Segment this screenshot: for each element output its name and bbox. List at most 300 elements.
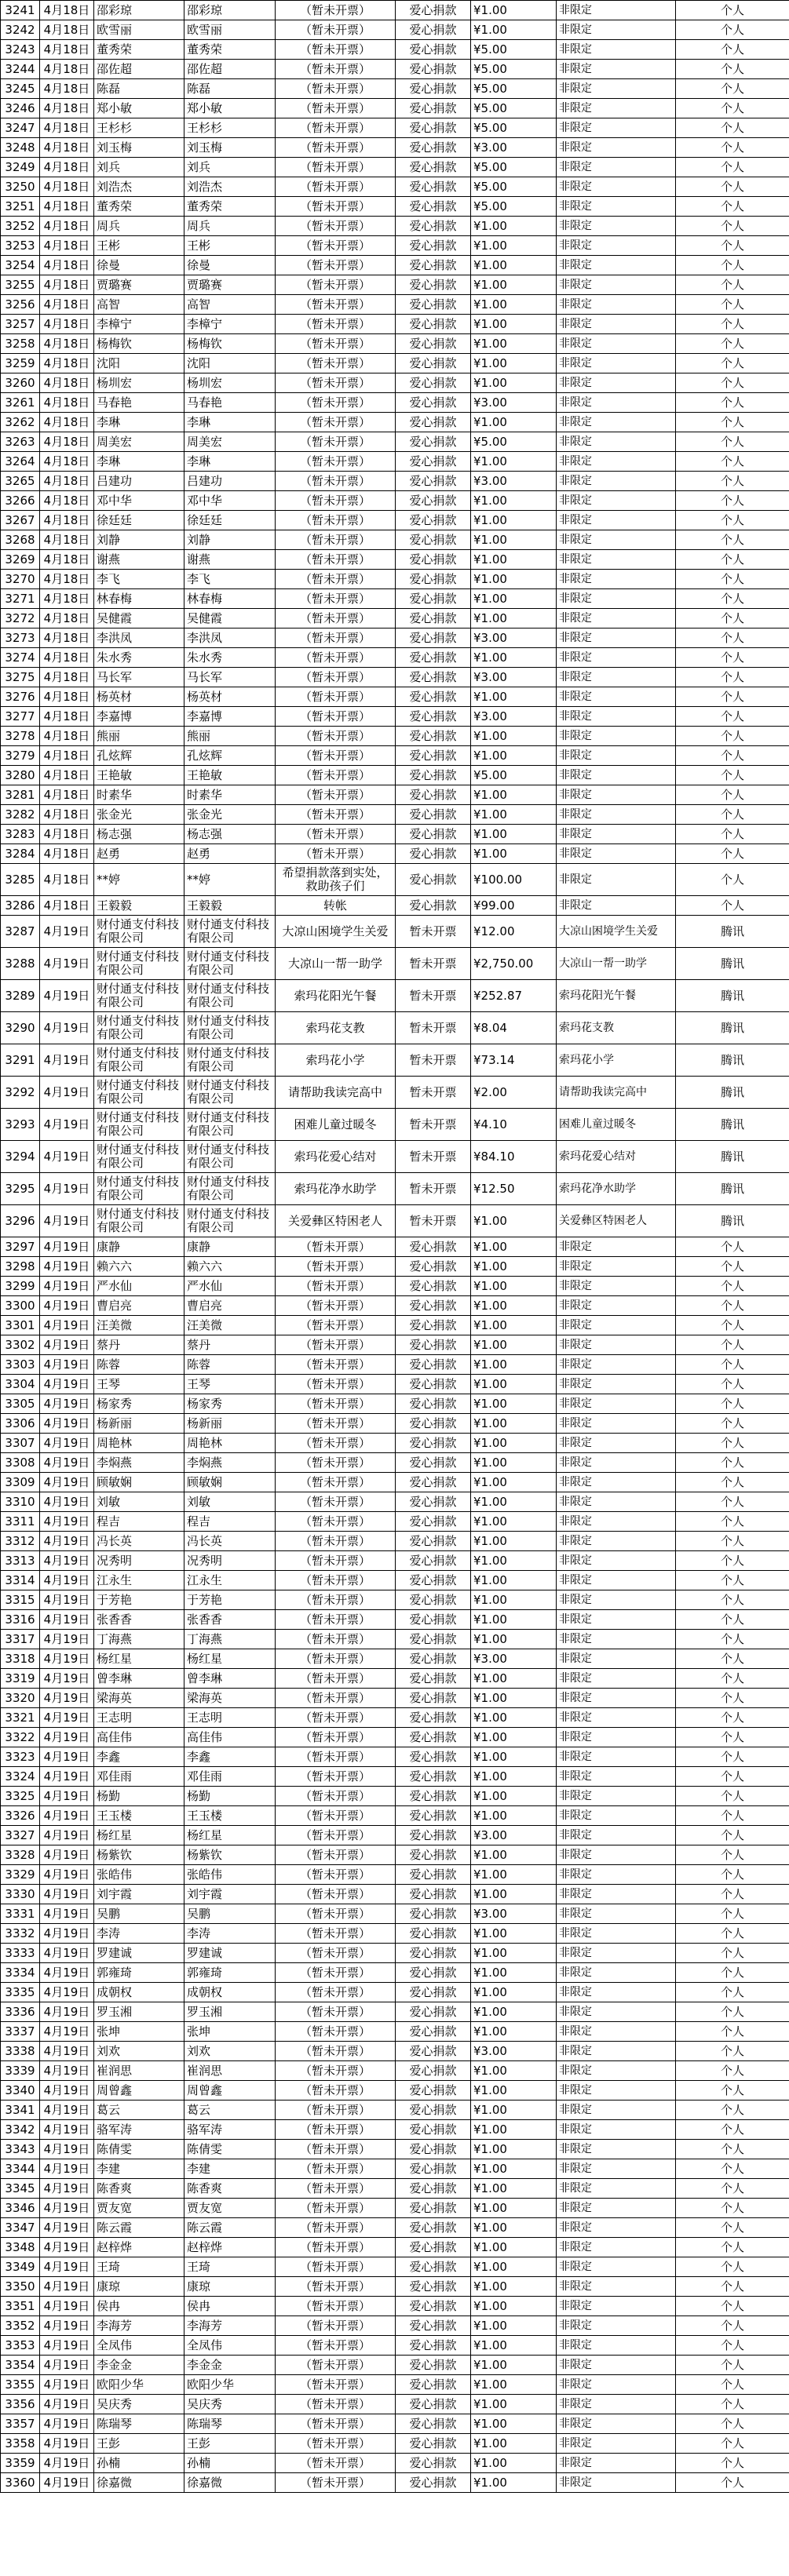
- record-id-cell: 3351: [1, 2297, 40, 2316]
- payer-name-cell: 李海芳: [184, 2316, 276, 2336]
- payer-name-cell: 张香香: [184, 1610, 276, 1630]
- record-id-cell: 3344: [1, 2159, 40, 2179]
- invoice-status-cell: （暂未开票）: [276, 2454, 396, 2473]
- record-id-cell: 3298: [1, 1257, 40, 1277]
- donor-category-cell: 个人: [676, 609, 789, 629]
- donor-category-cell: 个人: [676, 373, 789, 393]
- donor-category-cell: 个人: [676, 1826, 789, 1845]
- donor-category-cell: 个人: [676, 1669, 789, 1689]
- donation-type-cell: 爱心捐款: [396, 648, 471, 668]
- donor-name-cell: 贾友宽: [94, 2199, 184, 2218]
- amount-cell: ¥73.14: [471, 1044, 557, 1077]
- table-row: [1, 1141, 789, 1173]
- donor-category-cell: 个人: [676, 1944, 789, 1963]
- donor-category-cell: 个人: [676, 1532, 789, 1551]
- donor-category-cell: 个人: [676, 648, 789, 668]
- date-cell: 4月19日: [40, 1885, 94, 1904]
- amount-cell: ¥1.00: [471, 1963, 557, 1983]
- donor-category-cell: 个人: [676, 1375, 789, 1394]
- donor-category-cell: 个人: [676, 295, 789, 315]
- table-row: [1, 1237, 789, 1257]
- payer-name-cell: 陈蓉: [184, 1355, 276, 1375]
- date-cell: 4月19日: [40, 1453, 94, 1473]
- invoice-status-cell: （暂未开票）: [276, 805, 396, 825]
- donor-name-cell: 王琴: [94, 1375, 184, 1394]
- date-cell: 4月18日: [40, 805, 94, 825]
- donor-name-cell: 周兵: [94, 217, 184, 236]
- date-cell: 4月19日: [40, 1649, 94, 1669]
- date-cell: 4月18日: [40, 844, 94, 864]
- amount-cell: ¥8.04: [471, 1012, 557, 1044]
- donor-category-cell: 个人: [676, 2434, 789, 2454]
- invoice-status-cell: （暂未开票）: [276, 1571, 396, 1590]
- amount-cell: ¥1.00: [471, 2316, 557, 2336]
- amount-cell: ¥1.00: [471, 1257, 557, 1277]
- table-row: [1, 40, 789, 60]
- donor-name-cell: 郑小敏: [94, 99, 184, 118]
- invoice-status-cell: （暂未开票）: [276, 2159, 396, 2179]
- donor-name-cell: 刘浩杰: [94, 177, 184, 197]
- donor-name-cell: 高智: [94, 295, 184, 315]
- amount-cell: ¥1.00: [471, 2061, 557, 2081]
- record-id-cell: 3310: [1, 1492, 40, 1512]
- table-row: [1, 138, 789, 158]
- table-row: [1, 1109, 789, 1141]
- payer-name-cell: 林春梅: [184, 589, 276, 609]
- invoice-status-cell: （暂未开票）: [276, 2140, 396, 2159]
- amount-cell: ¥1.00: [471, 2081, 557, 2101]
- donor-category-cell: 个人: [676, 256, 789, 275]
- payer-name-cell: 李鑫: [184, 1747, 276, 1767]
- amount-cell: ¥1.00: [471, 2395, 557, 2414]
- donation-type-cell: 爱心捐款: [396, 2218, 471, 2238]
- donor-category-cell: 个人: [676, 138, 789, 158]
- donation-type-cell: 暂未开票: [396, 1077, 471, 1109]
- record-id-cell: 3338: [1, 2042, 40, 2061]
- donor-category-cell: 个人: [676, 472, 789, 491]
- payer-name-cell: 罗建诚: [184, 1944, 276, 1963]
- amount-cell: ¥100.00: [471, 864, 557, 896]
- record-id-cell: 3249: [1, 158, 40, 177]
- donation-type-cell: 爱心捐款: [396, 256, 471, 275]
- payer-name-cell: 杨勤: [184, 1787, 276, 1806]
- payer-name-cell: 杨紫钦: [184, 1845, 276, 1865]
- record-id-cell: 3279: [1, 746, 40, 766]
- date-cell: 4月19日: [40, 2356, 94, 2375]
- donor-category-cell: 个人: [676, 2395, 789, 2414]
- record-id-cell: 3340: [1, 2081, 40, 2101]
- donation-type-cell: 暂未开票: [396, 916, 471, 948]
- project-cell: 索玛花净水助学: [557, 1173, 676, 1205]
- project-cell: 非限定: [557, 2042, 676, 2061]
- payer-name-cell: 程吉: [184, 1512, 276, 1532]
- amount-cell: ¥1.00: [471, 1205, 557, 1237]
- record-id-cell: 3308: [1, 1453, 40, 1473]
- donation-type-cell: 爱心捐款: [396, 393, 471, 413]
- table-row: [1, 1492, 789, 1512]
- project-cell: 非限定: [557, 1767, 676, 1787]
- date-cell: 4月18日: [40, 393, 94, 413]
- invoice-status-cell: （暂未开票）: [276, 629, 396, 648]
- project-cell: 非限定: [557, 2395, 676, 2414]
- record-id-cell: 3278: [1, 727, 40, 746]
- date-cell: 4月19日: [40, 2414, 94, 2434]
- amount-cell: ¥3.00: [471, 1904, 557, 1924]
- amount-cell: ¥1.00: [471, 373, 557, 393]
- invoice-status-cell: （暂未开票）: [276, 2336, 396, 2356]
- date-cell: 4月19日: [40, 1747, 94, 1767]
- donor-name-cell: 张金光: [94, 805, 184, 825]
- amount-cell: ¥1.00: [471, 1492, 557, 1512]
- amount-cell: ¥1.00: [471, 1551, 557, 1571]
- payer-name-cell: 王玉楼: [184, 1806, 276, 1826]
- invoice-status-cell: （暂未开票）: [276, 1787, 396, 1806]
- amount-cell: ¥1.00: [471, 1787, 557, 1806]
- donor-name-cell: 李樟宁: [94, 315, 184, 334]
- amount-cell: ¥1.00: [471, 609, 557, 629]
- donation-type-cell: 爱心捐款: [396, 1277, 471, 1296]
- donor-category-cell: 个人: [676, 1649, 789, 1669]
- project-cell: 非限定: [557, 1787, 676, 1806]
- donor-name-cell: 江永生: [94, 1571, 184, 1590]
- invoice-status-cell: （暂未开票）: [276, 217, 396, 236]
- table-row: [1, 413, 789, 432]
- invoice-status-cell: （暂未开票）: [276, 2257, 396, 2277]
- date-cell: 4月19日: [40, 1394, 94, 1414]
- project-cell: 非限定: [557, 1963, 676, 1983]
- invoice-status-cell: （暂未开票）: [276, 1649, 396, 1669]
- table-row: [1, 1904, 789, 1924]
- record-id-cell: 3282: [1, 805, 40, 825]
- date-cell: 4月18日: [40, 864, 94, 896]
- payer-name-cell: 周艳林: [184, 1434, 276, 1453]
- project-cell: 非限定: [557, 530, 676, 550]
- donation-type-cell: 爱心捐款: [396, 158, 471, 177]
- project-cell: 非限定: [557, 1, 676, 20]
- project-cell: 非限定: [557, 1806, 676, 1826]
- donor-category-cell: 个人: [676, 805, 789, 825]
- project-cell: 非限定: [557, 177, 676, 197]
- donation-type-cell: 爱心捐款: [396, 373, 471, 393]
- donation-type-cell: 暂未开票: [396, 948, 471, 980]
- invoice-status-cell: （暂未开票）: [276, 2022, 396, 2042]
- payer-name-cell: 罗玉湘: [184, 2002, 276, 2022]
- donor-name-cell: 财付通支付科技有限公司: [94, 948, 184, 980]
- table-body: [1, 1, 789, 2493]
- record-id-cell: 3296: [1, 1205, 40, 1237]
- project-cell: 非限定: [557, 2061, 676, 2081]
- amount-cell: ¥1.00: [471, 413, 557, 432]
- invoice-status-cell: （暂未开票）: [276, 236, 396, 256]
- table-row: [1, 589, 789, 609]
- amount-cell: ¥5.00: [471, 60, 557, 79]
- invoice-status-cell: （暂未开票）: [276, 746, 396, 766]
- invoice-status-cell: （暂未开票）: [276, 1826, 396, 1845]
- project-cell: 困难儿童过暖冬: [557, 1109, 676, 1141]
- payer-name-cell: 吴庆秀: [184, 2395, 276, 2414]
- table-row: [1, 1767, 789, 1787]
- project-cell: 非限定: [557, 864, 676, 896]
- donation-type-cell: 暂未开票: [396, 980, 471, 1012]
- project-cell: 非限定: [557, 2101, 676, 2120]
- donor-category-cell: 个人: [676, 118, 789, 138]
- date-cell: 4月18日: [40, 530, 94, 550]
- amount-cell: ¥1.00: [471, 1845, 557, 1865]
- table-row: [1, 491, 789, 511]
- donation-type-cell: 爱心捐款: [396, 2257, 471, 2277]
- record-id-cell: 3277: [1, 707, 40, 727]
- invoice-status-cell: （暂未开票）: [276, 1, 396, 20]
- table-row: [1, 727, 789, 746]
- payer-name-cell: 赵勇: [184, 844, 276, 864]
- donation-type-cell: 爱心捐款: [396, 491, 471, 511]
- payer-name-cell: 况秀明: [184, 1551, 276, 1571]
- date-cell: 4月18日: [40, 432, 94, 452]
- table-row: [1, 805, 789, 825]
- record-id-cell: 3358: [1, 2434, 40, 2454]
- table-row: [1, 648, 789, 668]
- project-cell: 非限定: [557, 334, 676, 354]
- donor-name-cell: 杨红星: [94, 1826, 184, 1845]
- donation-type-cell: 爱心捐款: [396, 570, 471, 589]
- date-cell: 4月18日: [40, 648, 94, 668]
- date-cell: 4月19日: [40, 1924, 94, 1944]
- record-id-cell: 3252: [1, 217, 40, 236]
- payer-name-cell: 江永生: [184, 1571, 276, 1590]
- donor-name-cell: 欧雪丽: [94, 20, 184, 40]
- table-row: [1, 393, 789, 413]
- project-cell: 非限定: [557, 668, 676, 687]
- donor-name-cell: 杨勤: [94, 1787, 184, 1806]
- donation-type-cell: 爱心捐款: [396, 1512, 471, 1532]
- donor-category-cell: 个人: [676, 1865, 789, 1885]
- donor-category-cell: 个人: [676, 1630, 789, 1649]
- invoice-status-cell: （暂未开票）: [276, 844, 396, 864]
- project-cell: 非限定: [557, 1885, 676, 1904]
- donor-category-cell: 个人: [676, 2081, 789, 2101]
- payer-name-cell: 财付通支付科技有限公司: [184, 980, 276, 1012]
- amount-cell: ¥1.00: [471, 491, 557, 511]
- record-id-cell: 3354: [1, 2356, 40, 2375]
- date-cell: 4月19日: [40, 1173, 94, 1205]
- donor-name-cell: 王艳敏: [94, 766, 184, 785]
- record-id-cell: 3285: [1, 864, 40, 896]
- record-id-cell: 3291: [1, 1044, 40, 1077]
- project-cell: 非限定: [557, 1316, 676, 1335]
- invoice-status-cell: （暂未开票）: [276, 1865, 396, 1885]
- payer-name-cell: 刘敏: [184, 1492, 276, 1512]
- donor-name-cell: 邓佳雨: [94, 1767, 184, 1787]
- donation-type-cell: 爱心捐款: [396, 354, 471, 373]
- donor-name-cell: 于芳艳: [94, 1590, 184, 1610]
- invoice-status-cell: （暂未开票）: [276, 1767, 396, 1787]
- payer-name-cell: 郑小敏: [184, 99, 276, 118]
- donation-type-cell: 爱心捐款: [396, 1806, 471, 1826]
- invoice-status-cell: （暂未开票）: [276, 550, 396, 570]
- payer-name-cell: 丁海燕: [184, 1630, 276, 1649]
- donation-type-cell: 爱心捐款: [396, 1649, 471, 1669]
- donor-name-cell: 周美宏: [94, 432, 184, 452]
- donor-name-cell: 刘静: [94, 530, 184, 550]
- record-id-cell: 3276: [1, 687, 40, 707]
- project-cell: 非限定: [557, 1630, 676, 1649]
- amount-cell: ¥1.00: [471, 2120, 557, 2140]
- donor-category-cell: 个人: [676, 570, 789, 589]
- donor-category-cell: 个人: [676, 2316, 789, 2336]
- donor-category-cell: 个人: [676, 1610, 789, 1630]
- table-row: [1, 79, 789, 99]
- amount-cell: ¥1.00: [471, 354, 557, 373]
- record-id-cell: 3289: [1, 980, 40, 1012]
- amount-cell: ¥3.00: [471, 707, 557, 727]
- invoice-status-cell: （暂未开票）: [276, 373, 396, 393]
- donor-category-cell: 个人: [676, 393, 789, 413]
- donor-category-cell: 个人: [676, 2179, 789, 2199]
- donation-type-cell: 爱心捐款: [396, 2061, 471, 2081]
- invoice-status-cell: （暂未开票）: [276, 511, 396, 530]
- project-cell: 非限定: [557, 158, 676, 177]
- donor-category-cell: 个人: [676, 530, 789, 550]
- date-cell: 4月18日: [40, 275, 94, 295]
- record-id-cell: 3270: [1, 570, 40, 589]
- invoice-status-cell: 希望捐款落到实处，救助孩子们: [276, 864, 396, 896]
- table-row: [1, 570, 789, 589]
- date-cell: 4月19日: [40, 1532, 94, 1551]
- table-row: [1, 1787, 789, 1806]
- project-cell: 非限定: [557, 1983, 676, 2002]
- payer-name-cell: 马长军: [184, 668, 276, 687]
- donor-name-cell: 沈阳: [94, 354, 184, 373]
- table-row: [1, 1173, 789, 1205]
- project-cell: 非限定: [557, 1924, 676, 1944]
- table-row: [1, 1806, 789, 1826]
- table-row: [1, 1453, 789, 1473]
- project-cell: 非限定: [557, 432, 676, 452]
- record-id-cell: 3336: [1, 2002, 40, 2022]
- project-cell: 非限定: [557, 2002, 676, 2022]
- payer-name-cell: 郭雍琦: [184, 1963, 276, 1983]
- payer-name-cell: 张金光: [184, 805, 276, 825]
- date-cell: 4月18日: [40, 40, 94, 60]
- date-cell: 4月19日: [40, 1806, 94, 1826]
- amount-cell: ¥1.00: [471, 1669, 557, 1689]
- date-cell: 4月19日: [40, 1630, 94, 1649]
- project-cell: 非限定: [557, 79, 676, 99]
- invoice-status-cell: 转帐: [276, 896, 396, 916]
- donor-name-cell: 朱水秀: [94, 648, 184, 668]
- project-cell: 非限定: [557, 1473, 676, 1492]
- donation-type-cell: 爱心捐款: [396, 1532, 471, 1551]
- record-id-cell: 3259: [1, 354, 40, 373]
- table-row: [1, 1649, 789, 1669]
- donor-name-cell: 陈倩雯: [94, 2140, 184, 2159]
- payer-name-cell: 周曾鑫: [184, 2081, 276, 2101]
- record-id-cell: 3314: [1, 1571, 40, 1590]
- donor-name-cell: 杨梅钦: [94, 334, 184, 354]
- invoice-status-cell: 索玛花净水助学: [276, 1173, 396, 1205]
- record-id-cell: 3323: [1, 1747, 40, 1767]
- project-cell: 非限定: [557, 118, 676, 138]
- project-cell: 非限定: [557, 648, 676, 668]
- donor-category-cell: 个人: [676, 2336, 789, 2356]
- donation-type-cell: 爱心捐款: [396, 511, 471, 530]
- record-id-cell: 3265: [1, 472, 40, 491]
- donor-category-cell: 个人: [676, 2042, 789, 2061]
- donation-type-cell: 爱心捐款: [396, 1394, 471, 1414]
- amount-cell: ¥3.00: [471, 472, 557, 491]
- project-cell: 非限定: [557, 99, 676, 118]
- payer-name-cell: 王毅毅: [184, 896, 276, 916]
- donor-name-cell: 马春艳: [94, 393, 184, 413]
- amount-cell: ¥1.00: [471, 1237, 557, 1257]
- record-id-cell: 3258: [1, 334, 40, 354]
- amount-cell: ¥1.00: [471, 2356, 557, 2375]
- table-row: [1, 687, 789, 707]
- date-cell: 4月18日: [40, 629, 94, 648]
- donor-category-cell: 个人: [676, 2218, 789, 2238]
- date-cell: 4月18日: [40, 570, 94, 589]
- donor-name-cell: 陈云霞: [94, 2218, 184, 2238]
- amount-cell: ¥3.00: [471, 668, 557, 687]
- record-id-cell: 3304: [1, 1375, 40, 1394]
- donor-name-cell: 骆军涛: [94, 2120, 184, 2140]
- table-row: [1, 1, 789, 20]
- amount-cell: ¥1.00: [471, 1532, 557, 1551]
- payer-name-cell: 李嘉博: [184, 707, 276, 727]
- payer-name-cell: 张皓伟: [184, 1865, 276, 1885]
- table-row: [1, 1277, 789, 1296]
- amount-cell: ¥1.00: [471, 2297, 557, 2316]
- donation-type-cell: 爱心捐款: [396, 2316, 471, 2336]
- date-cell: 4月19日: [40, 1257, 94, 1277]
- project-cell: 非限定: [557, 2199, 676, 2218]
- invoice-status-cell: （暂未开票）: [276, 354, 396, 373]
- record-id-cell: 3292: [1, 1077, 40, 1109]
- amount-cell: ¥1.00: [471, 825, 557, 844]
- date-cell: 4月19日: [40, 1767, 94, 1787]
- donation-type-cell: 爱心捐款: [396, 1237, 471, 1257]
- project-cell: 非限定: [557, 1865, 676, 1885]
- donation-type-cell: 爱心捐款: [396, 1335, 471, 1355]
- donor-name-cell: 财付通支付科技有限公司: [94, 980, 184, 1012]
- date-cell: 4月19日: [40, 1335, 94, 1355]
- table-row: [1, 354, 789, 373]
- record-id-cell: 3293: [1, 1109, 40, 1141]
- payer-name-cell: 欧雪丽: [184, 20, 276, 40]
- payer-name-cell: 陈倩雯: [184, 2140, 276, 2159]
- payer-name-cell: 财付通支付科技有限公司: [184, 1044, 276, 1077]
- payer-name-cell: 康琼: [184, 2277, 276, 2297]
- project-cell: 索玛花阳光午餐: [557, 980, 676, 1012]
- donation-type-cell: 爱心捐款: [396, 1767, 471, 1787]
- invoice-status-cell: （暂未开票）: [276, 1316, 396, 1335]
- donation-type-cell: 爱心捐款: [396, 1924, 471, 1944]
- donation-type-cell: 爱心捐款: [396, 236, 471, 256]
- invoice-status-cell: （暂未开票）: [276, 2238, 396, 2257]
- project-cell: 非限定: [557, 785, 676, 805]
- payer-name-cell: 刘静: [184, 530, 276, 550]
- donor-category-cell: 个人: [676, 2257, 789, 2277]
- amount-cell: ¥1.00: [471, 452, 557, 472]
- invoice-status-cell: （暂未开票）: [276, 1237, 396, 1257]
- project-cell: 非限定: [557, 1708, 676, 1728]
- date-cell: 4月18日: [40, 138, 94, 158]
- amount-cell: ¥1.00: [471, 2336, 557, 2356]
- project-cell: 非限定: [557, 844, 676, 864]
- donor-category-cell: 个人: [676, 40, 789, 60]
- donor-name-cell: 梁海英: [94, 1689, 184, 1708]
- amount-cell: ¥1.00: [471, 256, 557, 275]
